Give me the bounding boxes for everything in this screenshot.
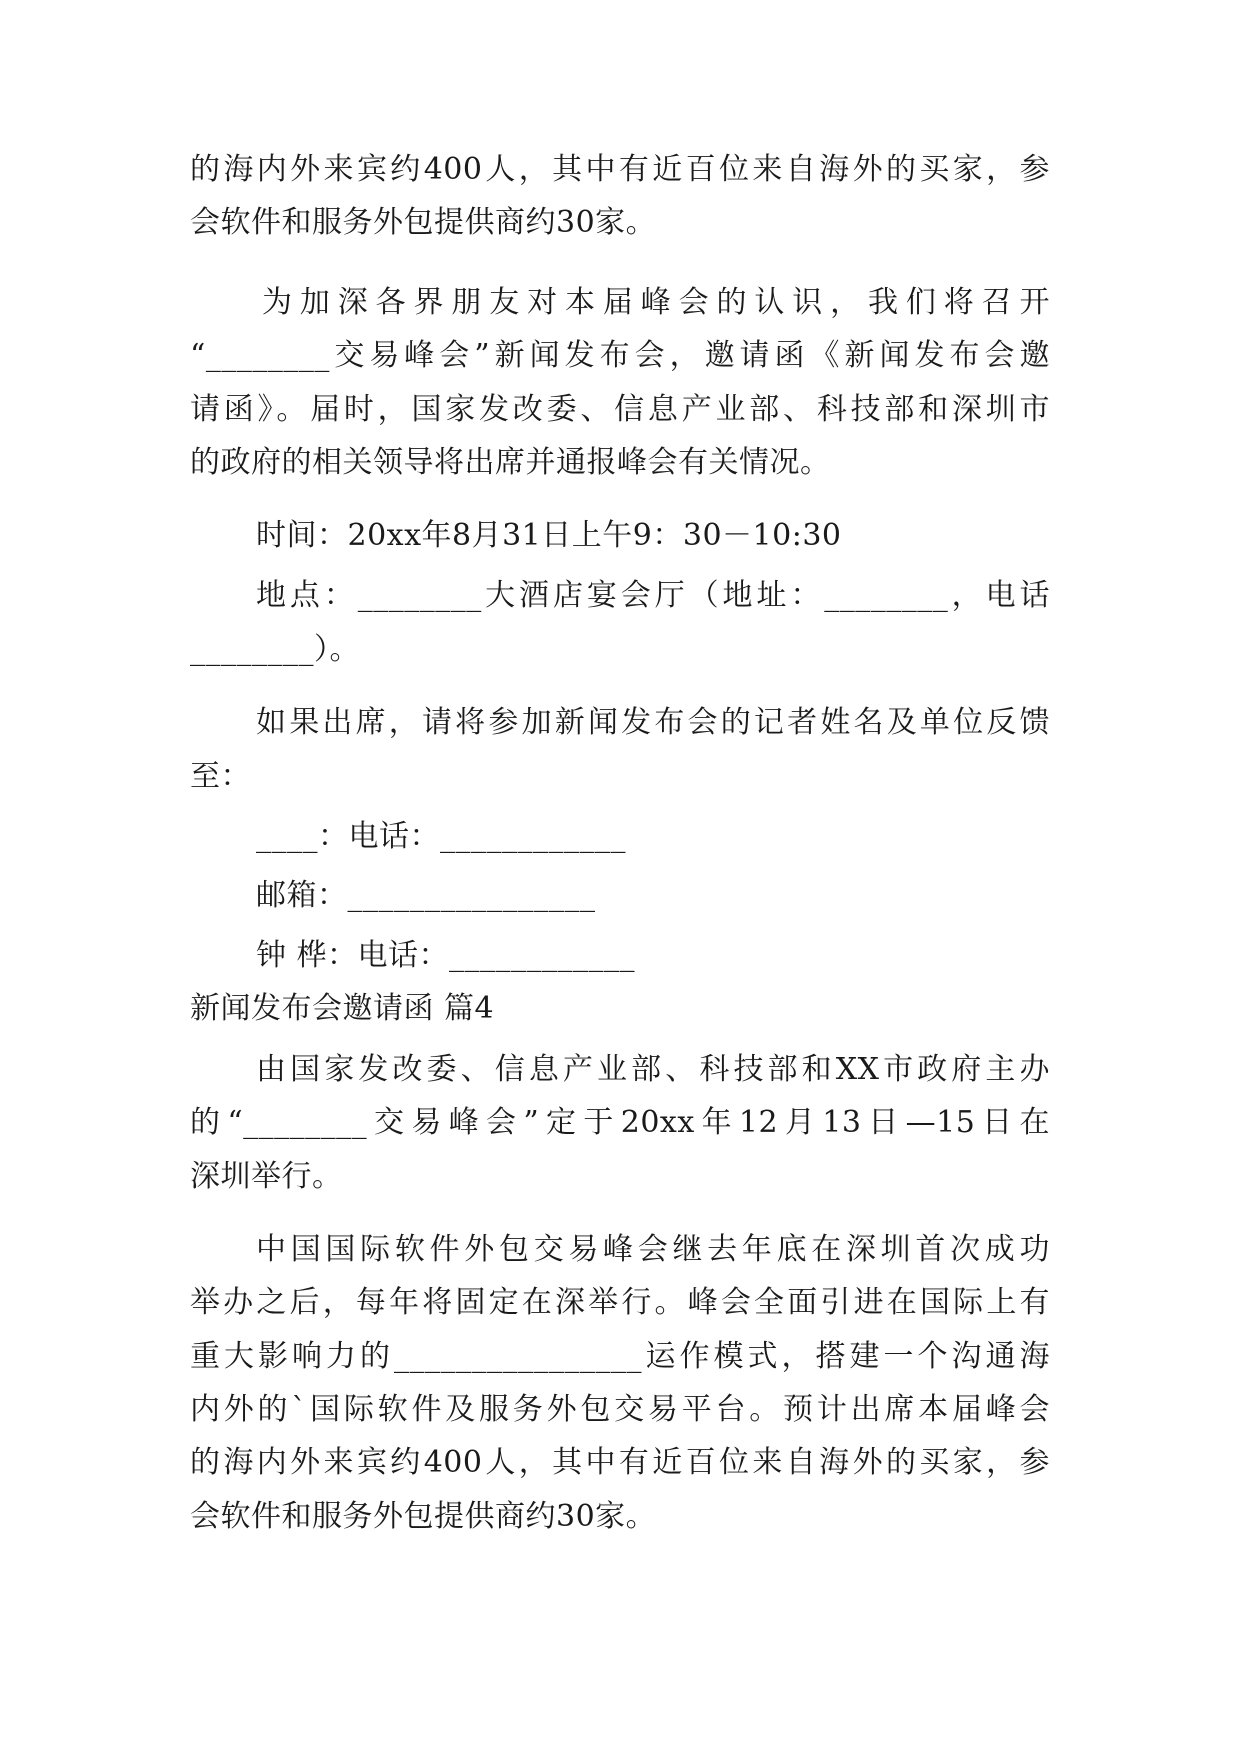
text-line: 重大影响力的________________运作模式，搭建一个沟通海 — [190, 1339, 1050, 1374]
text-line: 的海内外来宾约400人，其中有近百位来自海外的买家，参 — [190, 152, 1050, 187]
text-line: ____：电话：____________ — [256, 819, 626, 854]
text-line: 邮箱：________________ — [256, 878, 596, 913]
text-line: 中国国际软件外包交易峰会继去年底在深圳首次成功 — [256, 1232, 1050, 1267]
section-heading: 新闻发布会邀请函 篇4 — [190, 991, 495, 1026]
text-line: 深圳举行。 — [190, 1159, 343, 1194]
text-line: 的海内外来宾约400人，其中有近百位来自海外的买家，参 — [190, 1445, 1050, 1480]
text-line: 由国家发改委、信息产业部、科技部和XX市政府主办 — [256, 1052, 1050, 1087]
text-line: ________）。 — [190, 632, 360, 667]
text-line: 的政府的相关领导将出席并通报峰会有关情况。 — [190, 445, 831, 480]
text-line: 的“________交易峰会”定于20xx年12月13日—15日在 — [190, 1105, 1050, 1140]
text-line: 会软件和服务外包提供商约30家。 — [190, 205, 657, 240]
text-line: 如果出席，请将参加新闻发布会的记者姓名及单位反馈 — [256, 705, 1050, 740]
text-line: 举办之后，每年将固定在深举行。峰会全面引进在国际上有 — [190, 1285, 1050, 1320]
text-line: 会软件和服务外包提供商约30家。 — [190, 1499, 657, 1534]
text-line: 时间：20xx年8月31日上午9：30－10:30 — [256, 518, 842, 553]
text-line: 内外的`国际软件及服务外包交易平台。预计出席本届峰会 — [190, 1392, 1050, 1427]
text-line: 为加深各界朋友对本届峰会的认识，我们将召开 — [262, 285, 1050, 320]
text-line: 地点：________大酒店宴会厅（地址：________，电话 — [256, 578, 1050, 613]
text-line: “________交易峰会”新闻发布会，邀请函《新闻发布会邀 — [190, 338, 1050, 373]
text-line: 钟 桦：电话：____________ — [256, 938, 636, 973]
text-line: 至： — [190, 759, 251, 794]
text-line: 请函》。届时，国家发改委、信息产业部、科技部和深圳市 — [190, 392, 1050, 427]
